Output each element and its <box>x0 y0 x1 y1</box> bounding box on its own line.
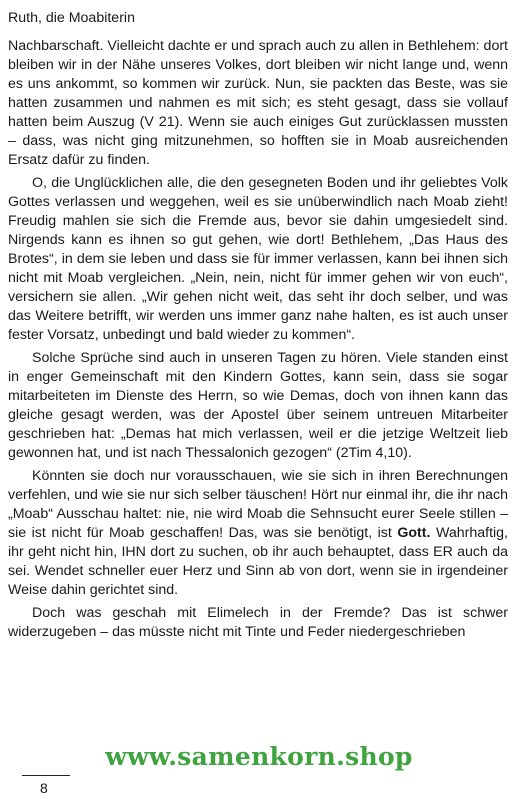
paragraph-1: Nachbarschaft. Vielleicht dachte er und sprach auch zu allen in Bethlehem: dort bleiben wir in der Nähe unseres Volkes, dort bleiben wir nicht lange und, wenn es uns ankommt, so kommen wir zurück. Nun, sie packten das Beste, was sie hatten zusammen und nahmen es mit sich; es steht gesagt, dass sie vollauf hatten beim Auszug (V 21). Wenn sie auch einiges Gut zurücklassen mussten – dass, was nicht ging mitzunehmen, so hofften sie in Moab ausreichenden Ersatz dafür zu finden. <box>8 38 508 168</box>
body-text <box>8 37 508 646</box>
paragraph-4-emphasis: Gott. <box>397 525 431 541</box>
paragraph-2: O, die Unglücklichen alle, die den gesegneten Boden und ihr geliebtes Volk Gottes verlassen und weggehen, weil es sie unüberwindlich nach Moab zieht! Freudig mahlen sie sich die Fremde aus, bevor sie dahin umgesiedelt sind. Nirgends kann es ihnen so gut gehen, wie dort! Bethlehem, „Das Haus des Brotes“, in dem sie leben und dass sie für immer verlassen, kann bei ihnen sich nicht mit Moab vergleichen. „Nein, nein, nicht für immer gehen wir von euch“, versichern sie allen. „Wir gehen nicht weit, das seht ihr doch selber, und was das Weitere betrifft, wir werden uns immer ganz nahe halten, es ist auch unser fester Vorsatz, unbedingt und bald wieder zu kommen“. <box>8 175 508 343</box>
watermark: www.samenkorn.shop <box>105 742 413 771</box>
footnote-rule <box>22 775 70 776</box>
paragraph-3: Solche Sprüche sind auch in unseren Tagen zu hören. Viele standen einst in enger Gemeinschaft mit den Kindern Gottes, kann sein, dass sie sogar mitarbeiteten im Dienste des Herrn, so wie Demas, doch von ihnen kann das gleiche gesagt werden, was der Apostel über seinem untreuen Mitarbeiter geschrieben hat: „Demas hat mich verlassen, weil er die jetzige Weltzeit lieb gewonnen hat, und ist nach Thessalonich gezogen“ (2Tim 4,10). <box>8 350 508 461</box>
running-head: Ruth, die Moabiterin <box>8 10 135 26</box>
paragraph-4-text-before: Könnten sie doch nur vorausschauen, wie sie sich in ihren Berechnungen verfehlen, und wie sie nur sich selber täuschen! Hört nur einmal ihr, die ihr nach „Moab“ Ausschau haltet: nie, nie wird Moab die Sehnsucht eurer Seele stillen – sie ist nicht für Moab geschaffen! Das, was sie benötigt, ist <box>8 468 508 541</box>
paragraph-5: Doch was geschah mit Elimelech in der Fremde? Das ist schwer widerzugeben – das müsste nicht mit Tinte und Feder niedergeschrieben <box>8 605 508 640</box>
paragraph-4 <box>8 467 508 600</box>
page-number: 8 <box>40 780 48 796</box>
paragraph-4-text-after: Wahrhaftig, ihr geht nicht hin, IHN dort zu suchen, ob ihr auch behauptet, dass ER auch da sei. Wendet schneller euer Herz und Sinn ab von dort, wenn sie in irgendeiner Weise dahin gerichtet sind. <box>8 525 508 598</box>
